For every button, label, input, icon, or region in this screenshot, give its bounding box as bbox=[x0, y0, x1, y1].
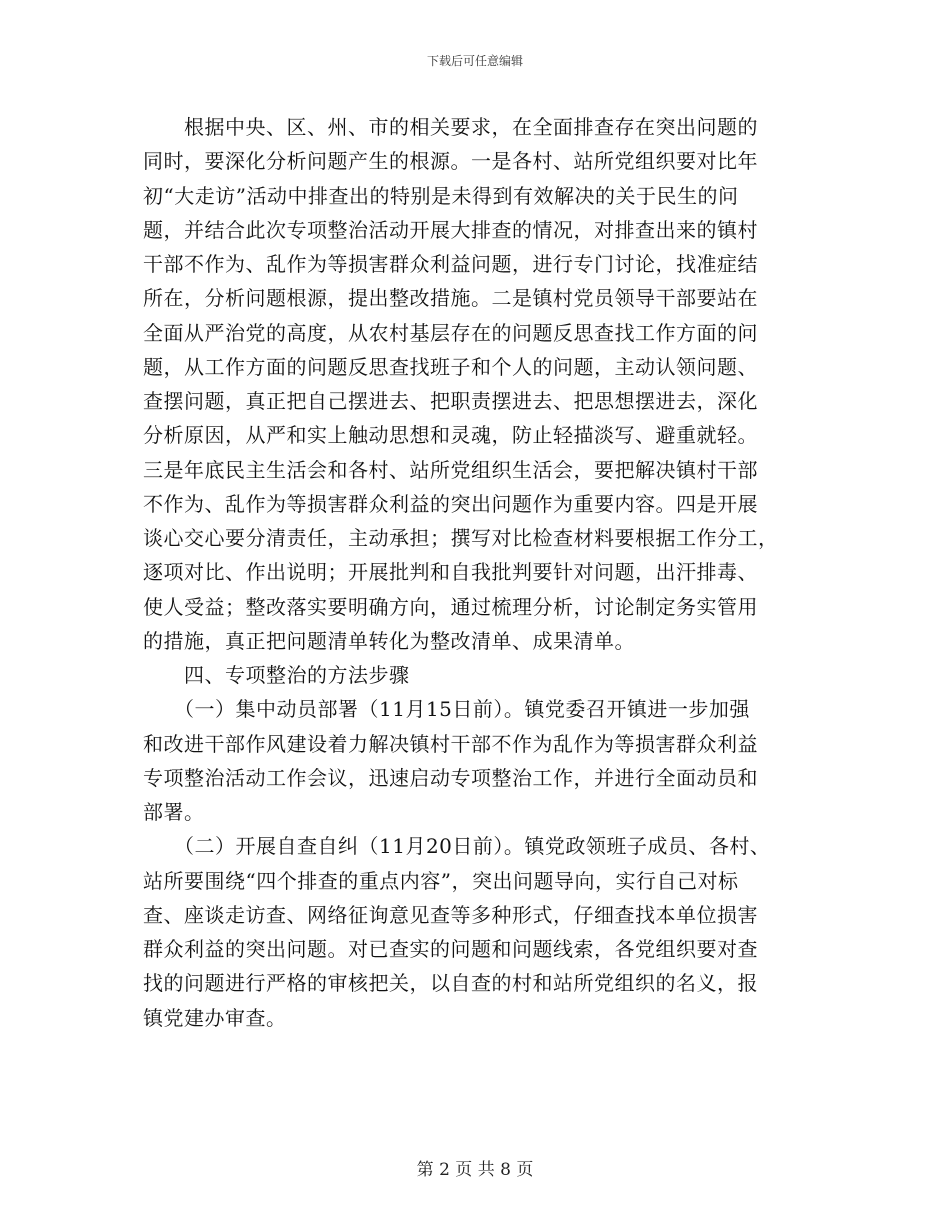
text-line: 专项整治活动工作会议，迅速启动专项整治工作，并进行全面动员和 bbox=[143, 765, 758, 790]
text-line: （一）集中动员部署（11月15日前）。镇党委召开镇进一步加强 bbox=[143, 697, 750, 722]
text-line: 不作为、乱作为等损害群众利益的突出问题作为重要内容。四是开展 bbox=[143, 491, 758, 516]
text-line: 镇党建办审查。 bbox=[143, 1005, 287, 1030]
text-line: 找的问题进行严格的审核把关，以自查的村和站所党组织的名义，报 bbox=[143, 971, 758, 996]
page-footer: 第 2 页 共 8 页 bbox=[416, 1160, 534, 1180]
text-line: 部署。 bbox=[143, 800, 205, 824]
page-header: 下载后可任意编辑 bbox=[426, 54, 523, 68]
text-line: 和改进干部作风建设着力解决镇村干部不作为乱作为等损害群众利益 bbox=[143, 731, 758, 756]
text-line: 站所要围绕“四个排查的重点内容”，突出问题导向，实行自己对标 bbox=[143, 868, 739, 893]
text-line: （二）开展自查自纠（11月20日前）。镇党政领班子成员、各村、 bbox=[143, 834, 771, 859]
text-line: 所在，分析问题根源，提出整改措施。二是镇村党员领导干部要站在 bbox=[143, 286, 758, 311]
text-line: 使人受益；整改落实要明确方向，通过梳理分析，讨论制定务实管用 bbox=[143, 594, 758, 619]
text-line: 查、座谈走访查、网络征询意见查等多种形式，仔细查找本单位损害 bbox=[143, 902, 758, 927]
text-line: 群众利益的突出问题。对已查实的问题和问题线索，各党组织要对查 bbox=[143, 937, 758, 961]
text-line: 谈心交心要分清责任，主动承担；撰写对比检查材料要根据工作分工， bbox=[143, 526, 779, 550]
text-line: 分析原因，从严和实上触动思想和灵魂，防止轻描淡写、避重就轻。 bbox=[143, 423, 758, 448]
document-body bbox=[143, 110, 843, 1035]
text-line: 题，从工作方面的问题反思查找班子和个人的问题，主动认领问题、 bbox=[143, 354, 758, 379]
text-line: 干部不作为、乱作为等损害群众利益问题，进行专门讨论，找准症结 bbox=[143, 252, 758, 276]
text-line: 根据中央、区、州、市的相关要求，在全面排查存在突出问题的 bbox=[143, 115, 758, 139]
text-line: 全面从严治党的高度，从农村基层存在的问题反思查找工作方面的问 bbox=[143, 320, 758, 345]
text-line: 初“大走访”活动中排查出的特别是未得到有效解决的关于民生的问 bbox=[143, 183, 739, 208]
text-line: 题，并结合此次专项整治活动开展大排查的情况，对排查出来的镇村 bbox=[143, 217, 758, 242]
text-line: 逐项对比、作出说明；开展批判和自我批判要针对问题，出汗排毒、 bbox=[143, 560, 758, 585]
text-line: 查摆问题，真正把自己摆进去、把职责摆进去、把思想摆进去，深化 bbox=[143, 389, 758, 413]
text-line: 三是年底民主生活会和各村、站所党组织生活会，要把解决镇村干部 bbox=[143, 457, 758, 482]
text-line: 四、专项整治的方法步骤 bbox=[143, 663, 410, 687]
text-line: 的措施，真正把问题清单转化为整改清单、成果清单。 bbox=[143, 628, 635, 653]
text-line: 同时，要深化分析问题产生的根源。一是各村、站所党组织要对比年 bbox=[143, 149, 758, 174]
